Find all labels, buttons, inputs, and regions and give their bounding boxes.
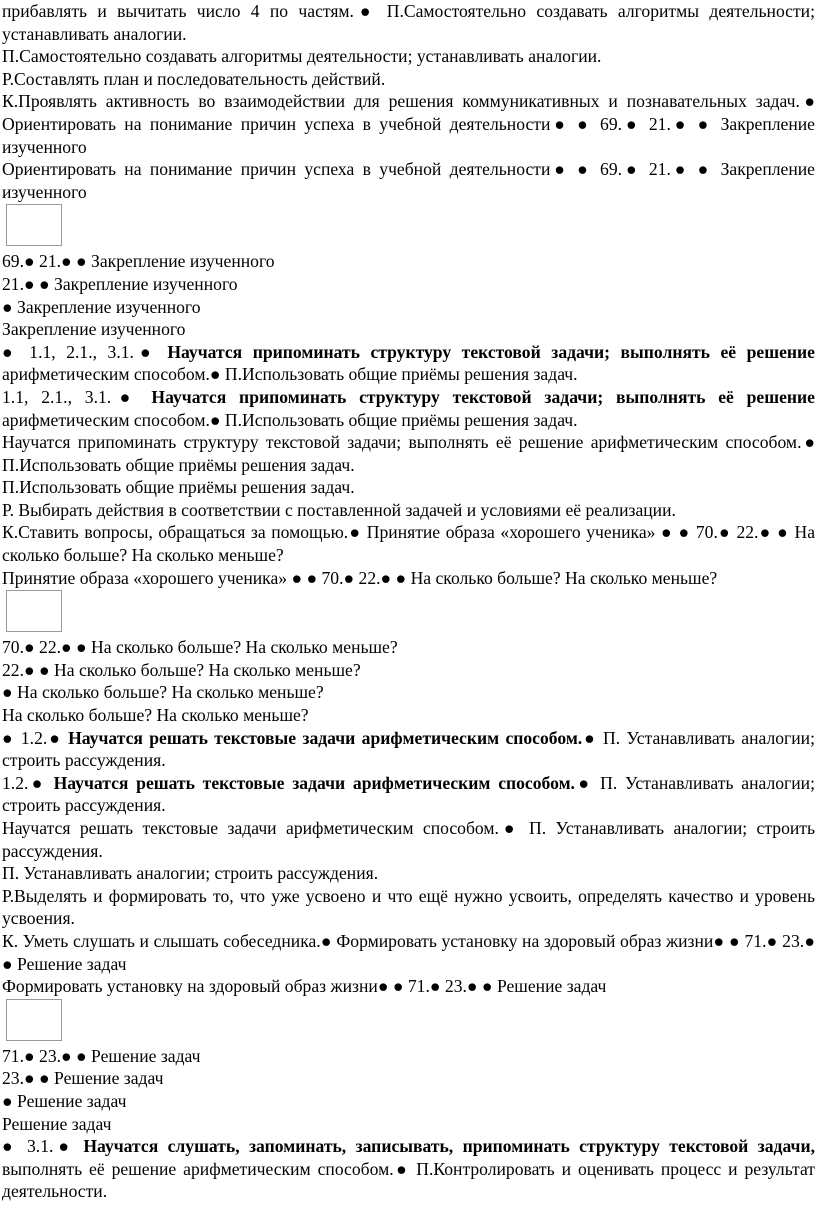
text-line-11 (0, 386, 816, 431)
text-line-21-suffix: ● П. Устанавливать аналогии; строить рассуждения. (2, 727, 815, 771)
text-line-10 (0, 341, 816, 386)
text-line-30: ● Решение задач (2, 1090, 127, 1111)
text-line-32-suffix: выполнять её решение арифметическим способом.● П.Контролировать и оценивать процесс и результат деятельности. (2, 1158, 815, 1202)
text-line-10-prefix: ● 1.1, 2.1., 3.1.● (2, 341, 168, 362)
text-line-28: 71.● 23.● ● Решение задач (2, 1045, 201, 1066)
text-line-13: П.Использовать общие приёмы решения задач. (2, 477, 355, 498)
text-line-23: Научатся решать текстовые задачи арифметическим способом.● П. Устанавливать аналогии; строить рассуждения. (2, 818, 815, 861)
empty-cell-box (6, 590, 62, 632)
text-line-2: П.Самостоятельно создавать алгоритмы деятельности; устанавливать аналогии. (2, 46, 602, 67)
text-line-32-bold: Научатся слушать, запоминать, записывать, припоминать структуру текстовой задачи, (83, 1136, 815, 1157)
text-line-20: На сколько больше? На сколько меньше? (2, 705, 309, 726)
text-line-8: ● Закрепление изученного (2, 296, 201, 317)
text-line-3: Р.Составлять план и последовательность действий. (2, 68, 386, 89)
text-line-32 (0, 1135, 816, 1203)
text-line-21-prefix: ● 1.2.● (2, 727, 69, 748)
text-line-12: Научатся припоминать структуру текстовой задачи; выполнять её решение арифметическим способом.● П.Использовать общие приёмы решения задач. (2, 432, 815, 475)
text-line-10-bold: Научатся припоминать структуру текстовой задачи; выполнять её решение (167, 341, 815, 362)
text-line-5: Ориентировать на понимание причин успеха в учебной деятельности● ● 69.● 21.● ● Закрепление изученного (2, 159, 815, 202)
text-line-27: Формировать установку на здоровый образ жизни● ● 71.● 23.● ● Решение задач (2, 976, 607, 997)
text-line-11-suffix: арифметическим способом.● П.Использовать общие приёмы решения задач. (2, 409, 578, 430)
text-line-10-suffix: арифметическим способом.● П.Использовать общие приёмы решения задач. (2, 364, 578, 385)
text-line-22-suffix: ● П. Устанавливать аналогии; строить рассуждения. (2, 772, 815, 816)
text-line-15: К.Ставить вопросы, обращаться за помощью.● Принятие образа «хорошего ученика» ● ● 70.● 22.● ● На сколько больше? На сколько меньше? (2, 522, 815, 566)
empty-cell-box (6, 999, 62, 1041)
text-line-22 (0, 772, 816, 817)
text-line-16: Принятие образа «хорошего ученика» ● ● 70.● 22.● ● На сколько больше? На сколько меньше? (2, 567, 718, 588)
text-line-19: ● На сколько больше? На сколько меньше? (2, 682, 324, 703)
text-line-25: Р.Выделять и формировать то, что уже усвоено и что ещё нужно усвоить, определять качество и уровень усвоения. (2, 885, 815, 929)
text-line-14: Р. Выбирать действия в соответствии с поставленной задачей и условиями её реализации. (2, 499, 676, 520)
text-line-26: К. Уметь слушать и слышать собеседника.● Формировать установку на здоровый образ жизни● ● 71.● 23.● ● Решение задач (2, 930, 815, 974)
empty-cell-box (6, 204, 62, 246)
text-line-31: Решение задач (2, 1113, 112, 1134)
text-line-9: Закрепление изученного (2, 319, 186, 340)
text-line-24: П. Устанавливать аналогии; строить рассуждения. (2, 863, 379, 884)
text-line-7: 21.● ● Закрепление изученного (2, 273, 238, 294)
text-line-11-prefix: 1.1, 2.1., 3.1.● (2, 386, 152, 407)
text-line-21 (0, 727, 816, 772)
text-line-18: 22.● ● На сколько больше? На сколько меньше? (2, 659, 361, 680)
text-line-29: 23.● ● Решение задач (2, 1068, 164, 1089)
text-line-1: прибавлять и вычитать число 4 по частям.● П.Самостоятельно создавать алгоритмы деятельности; устанавливать аналогии. (2, 1, 815, 44)
text-line-17: 70.● 22.● ● На сколько больше? На сколько меньше? (2, 637, 398, 658)
text-line-22-bold: Научатся решать текстовые задачи арифметическим способом. (53, 772, 575, 793)
text-line-6: 69.● 21.● ● Закрепление изученного (2, 251, 275, 272)
text-line-32-prefix: ● 3.1.● (2, 1136, 84, 1157)
text-line-22-prefix: 1.2.● (2, 772, 54, 793)
text-line-21-bold: Научатся решать текстовые задачи арифметическим способом. (68, 727, 583, 748)
text-line-11-bold: Научатся припоминать структуру текстовой задачи; выполнять её решение (151, 386, 815, 407)
text-line-4: К.Проявлять активность во взаимодействии для решения коммуникативных и познавательных задач.● Ориентировать на понимание причин успеха в учебной деятельности● ● 69.● 21.● ● Закрепление изученного (2, 91, 815, 157)
